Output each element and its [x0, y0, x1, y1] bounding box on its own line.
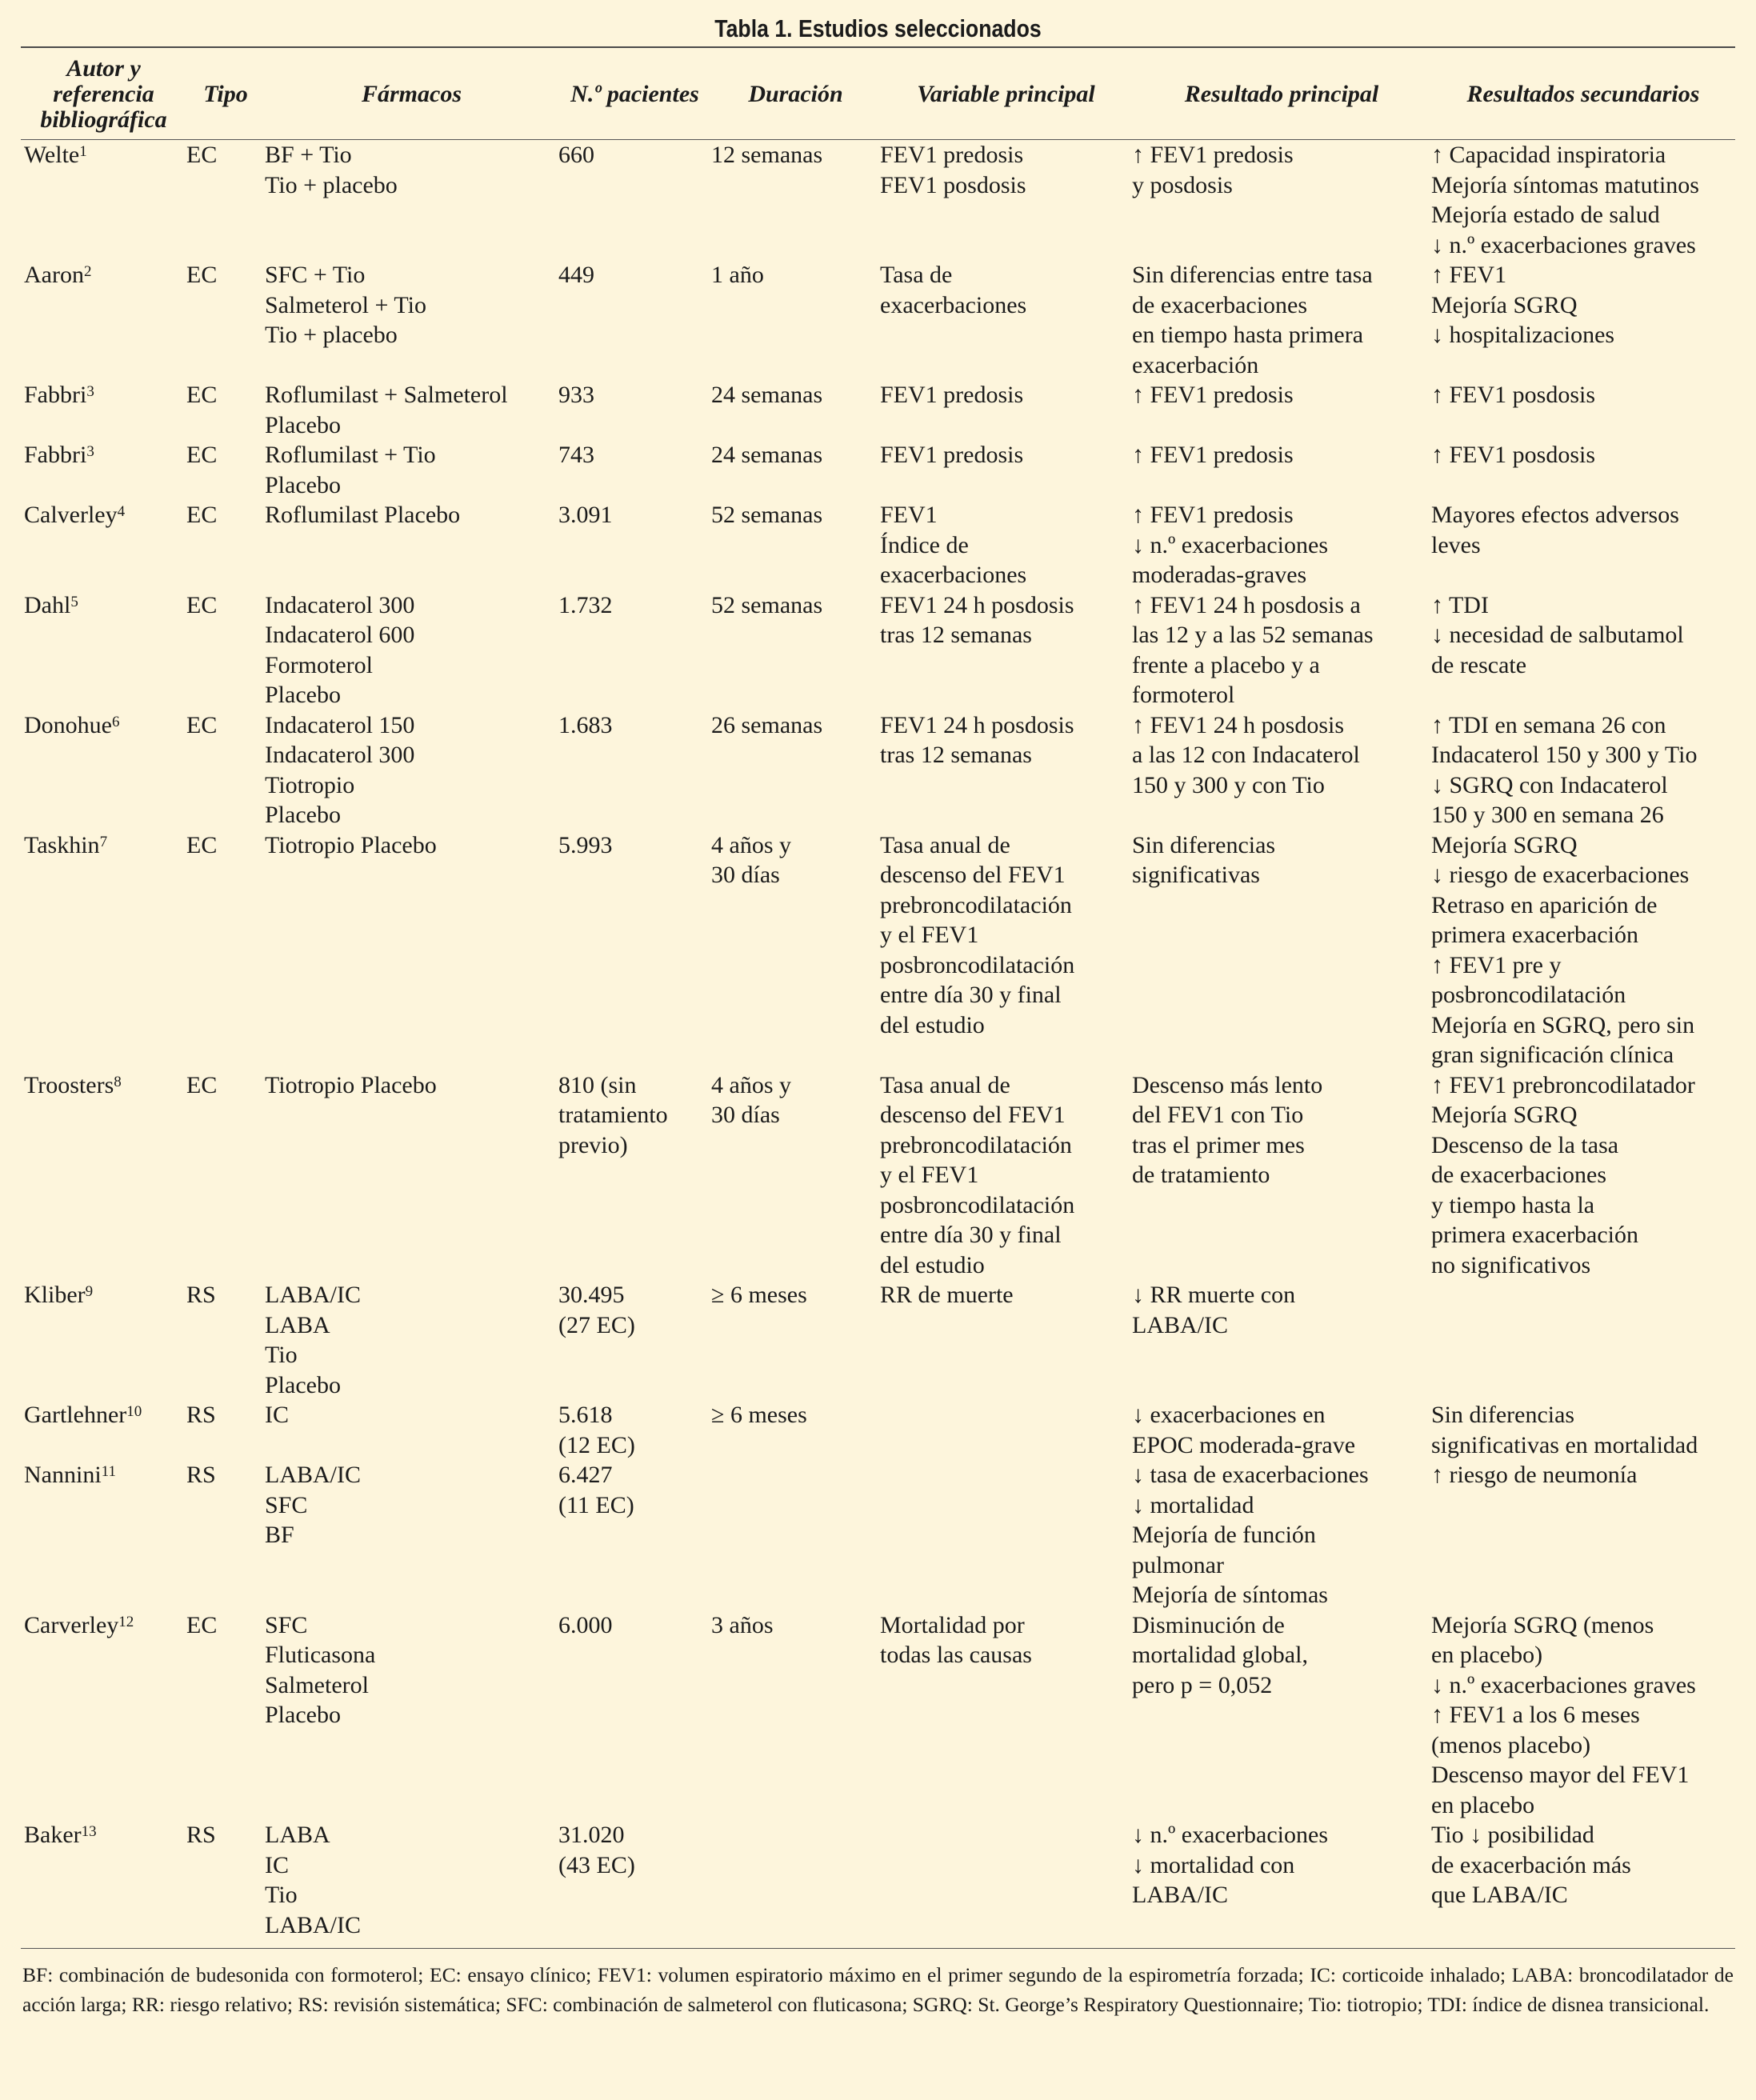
- cell-farmacos: Roflumilast Placebo: [265, 502, 461, 528]
- author-name: Fabbri: [24, 382, 87, 408]
- header-secundarios: Resultados secundarios: [1466, 81, 1700, 107]
- cell-tipo: EC: [186, 382, 218, 408]
- cell-farmacos: Roflumilast + Salmeterol Placebo: [265, 382, 508, 438]
- reference-number: 3: [86, 383, 94, 400]
- cell-autor: [21, 830, 186, 1070]
- cell-variable: FEV1 24 h posdosis tras 12 semanas: [880, 711, 1074, 768]
- header-autor: Autor y referencia bibliográfica: [40, 55, 167, 133]
- cell-variable: [880, 1460, 1132, 1610]
- author-name: Dahl: [24, 591, 71, 618]
- cell-variable: RR de muerte: [880, 1282, 1014, 1308]
- cell-tipo: EC: [186, 831, 218, 858]
- author-name: Donohue: [24, 711, 112, 738]
- cell-resultado: ↓ exacerbaciones en EPOC moderada-grave: [1132, 1402, 1356, 1458]
- cell-autor: [21, 440, 186, 500]
- cell-tipo: EC: [186, 262, 218, 288]
- cell-resultado: Descenso más lento del FEV1 con Tio tras el primer mes de tratamiento: [1132, 1071, 1323, 1188]
- footnote: BF: combinación de budesonida con formoterol; EC: ensayo clínico; FEV1: volumen espiratorio máximo en el primer segundo de la espirometría forzada; IC: corticoide inhalado; LABA: broncodilatador de acción larga; RR: riesgo relativo; RS: revisión sistemática; SFC: combinación de salmeterol con fluticasona; SGRQ: St. George’s Respiratory Questionnaire; Tio: tiotropio; TDI: índice de disnea transicional.: [22, 1963, 1734, 2016]
- cell-duracion: 24 semanas: [711, 442, 823, 468]
- cell-duracion: 24 semanas: [711, 382, 823, 408]
- cell-farmacos: SFC Fluticasona Salmeterol Placebo: [265, 1611, 376, 1728]
- cell-farmacos: Indacaterol 300 Indacaterol 600 Formoterol Placebo: [265, 591, 415, 708]
- cell-resultado: ↑ FEV1 predosis: [1132, 442, 1294, 468]
- table-row: [21, 440, 1735, 500]
- reference-number: 5: [70, 593, 78, 610]
- cell-pacientes: 5.618 (12 EC): [558, 1402, 635, 1458]
- table-row: [21, 1400, 1735, 1460]
- cell-autor: [21, 1280, 186, 1400]
- header-resultado: Resultado principal: [1184, 81, 1379, 107]
- cell-resultado: ↑ FEV1 predosis ↓ n.º exacerbaciones moderadas-graves: [1132, 502, 1329, 588]
- cell-pacientes: 3.091: [558, 502, 613, 528]
- cell-autor: [21, 590, 186, 710]
- table-row: [21, 1280, 1735, 1400]
- cell-tipo: RS: [186, 1462, 216, 1488]
- cell-duracion: 52 semanas: [711, 591, 823, 618]
- table-row: [21, 830, 1735, 1070]
- header-pacientes: N.º pacientes: [570, 81, 699, 107]
- cell-variable: FEV1 predosis: [880, 442, 1024, 468]
- header-tipo: Tipo: [203, 81, 248, 107]
- cell-secundarios: [1431, 1280, 1735, 1400]
- cell-farmacos: SFC + Tio Salmeterol + Tio Tio + placebo: [265, 262, 426, 348]
- cell-pacientes: 6.000: [558, 1611, 613, 1638]
- table-row: [21, 380, 1735, 440]
- cell-farmacos: BF + Tio Tio + placebo: [265, 142, 398, 198]
- cell-tipo: EC: [186, 711, 218, 738]
- cell-duracion: ≥ 6 meses: [711, 1402, 807, 1428]
- cell-secundarios: Mejoría SGRQ ↓ riesgo de exacerbaciones Retraso en aparición de primera exacerbación ↑ FEV1 pre y posbroncodilatación Mejoría en SGRQ, pero sin gran significación clínica: [1431, 831, 1695, 1068]
- header-farmacos: Fármacos: [361, 81, 462, 107]
- cell-pacientes: 5.993: [558, 831, 613, 858]
- table-header: [21, 48, 1735, 140]
- cell-variable: Tasa de exacerbaciones: [880, 262, 1027, 318]
- author-name: Calverley: [24, 502, 118, 528]
- cell-secundarios: Mejoría SGRQ (menos en placebo) ↓ n.º exacerbaciones graves ↑ FEV1 a los 6 meses (menos placebo) Descenso mayor del FEV1 en placebo: [1431, 1611, 1696, 1818]
- cell-pacientes: 1.732: [558, 591, 613, 618]
- cell-farmacos: Tiotropio Placebo: [265, 1071, 437, 1098]
- cell-secundarios: ↑ riesgo de neumonía: [1431, 1462, 1638, 1488]
- reference-number: 1: [79, 143, 87, 160]
- cell-secundarios: ↑ FEV1 posdosis: [1431, 382, 1596, 408]
- reference-number: 13: [81, 1823, 97, 1840]
- cell-secundarios: ↑ TDI en semana 26 con Indacaterol 150 y 300 y Tio ↓ SGRQ con Indacaterol 150 y 300 en semana 26: [1431, 711, 1698, 828]
- cell-secundarios: ↑ FEV1 prebroncodilatador Mejoría SGRQ Descenso de la tasa de exacerbaciones y tiempo hasta la primera exacerbación no significativos: [1431, 1071, 1695, 1278]
- table-row: [21, 1070, 1735, 1281]
- cell-variable: Tasa anual de descenso del FEV1 prebroncodilatación y el FEV1 posbroncodilatación entre día 30 y final del estudio: [880, 1071, 1075, 1278]
- cell-resultado: Disminución de mortalidad global, pero p = 0,052: [1132, 1611, 1308, 1698]
- table-body: [21, 140, 1735, 1940]
- reference-number: 6: [111, 713, 120, 730]
- table-title: Tabla 1. Estudios seleccionados: [714, 14, 1042, 42]
- cell-resultado: ↓ tasa de exacerbaciones ↓ mortalidad Mejoría de función pulmonar Mejoría de síntomas: [1132, 1462, 1369, 1608]
- cell-pacientes: 743: [558, 442, 594, 468]
- table-row: [21, 1820, 1735, 1940]
- cell-tipo: EC: [186, 591, 218, 618]
- author-name: Nannini: [24, 1462, 102, 1488]
- cell-resultado: ↑ FEV1 predosis y posdosis: [1132, 142, 1294, 198]
- cell-resultado: Sin diferencias entre tasa de exacerbaciones en tiempo hasta primera exacerbación: [1132, 262, 1373, 378]
- header-row: [21, 48, 1735, 139]
- cell-duracion: 12 semanas: [711, 142, 823, 168]
- cell-pacientes: 810 (sin tratamiento previo): [558, 1071, 668, 1158]
- cell-autor: [21, 1610, 186, 1821]
- cell-pacientes: 1.683: [558, 711, 613, 738]
- cell-tipo: RS: [186, 1282, 216, 1308]
- author-name: Fabbri: [24, 442, 87, 468]
- author-name: Troosters: [24, 1071, 114, 1098]
- cell-variable: FEV1 Índice de exacerbaciones: [880, 502, 1027, 588]
- cell-variable: FEV1 24 h posdosis tras 12 semanas: [880, 591, 1074, 648]
- cell-duracion: ≥ 6 meses: [711, 1282, 807, 1308]
- reference-number: 11: [101, 1463, 116, 1480]
- cell-secundarios: ↑ FEV1 Mejoría SGRQ ↓ hospitalizaciones: [1431, 262, 1615, 348]
- cell-pacientes: 6.427 (11 EC): [558, 1462, 634, 1518]
- author-name: Baker: [24, 1822, 82, 1848]
- cell-duracion: 52 semanas: [711, 502, 823, 528]
- cell-secundarios: ↑ TDI ↓ necesidad de salbutamol de rescate: [1431, 591, 1684, 678]
- cell-farmacos: LABA IC Tio LABA/IC: [265, 1822, 361, 1938]
- cell-resultado: ↑ FEV1 24 h posdosis a las 12 con Indacaterol 150 y 300 y con Tio: [1132, 711, 1360, 798]
- cell-duracion: 4 años y 30 días: [711, 1071, 791, 1128]
- cell-duracion: 4 años y 30 días: [711, 831, 791, 888]
- cell-resultado: ↓ RR muerte con LABA/IC: [1132, 1282, 1296, 1338]
- cell-tipo: EC: [186, 1071, 218, 1098]
- table-row: [21, 140, 1735, 260]
- table-row: [21, 710, 1735, 830]
- reference-number: 4: [117, 503, 126, 520]
- studies-table: [21, 48, 1735, 1940]
- cell-secundarios: Sin diferencias significativas en mortalidad: [1431, 1402, 1698, 1458]
- cell-pacientes: 31.020 (43 EC): [558, 1822, 635, 1878]
- cell-pacientes: 933: [558, 382, 594, 408]
- cell-farmacos: IC: [265, 1402, 289, 1428]
- reference-number: 3: [86, 443, 94, 460]
- cell-pacientes: 449: [558, 262, 594, 288]
- author-name: Aaron: [24, 262, 84, 288]
- cell-secundarios: Tio ↓ posibilidad de exacerbación más que LABA/IC: [1431, 1822, 1631, 1908]
- cell-duracion: [711, 1460, 880, 1610]
- cell-autor: [21, 710, 186, 830]
- cell-secundarios: Mayores efectos adversos leves: [1431, 502, 1679, 558]
- header-variable: Variable principal: [917, 81, 1095, 107]
- cell-autor: [21, 1820, 186, 1940]
- table-row: [21, 260, 1735, 380]
- cell-farmacos: LABA/IC SFC BF: [265, 1462, 361, 1548]
- cell-pacientes: 660: [558, 142, 594, 168]
- cell-autor: [21, 380, 186, 440]
- cell-tipo: EC: [186, 142, 218, 168]
- cell-tipo: EC: [186, 1611, 218, 1638]
- cell-variable: Mortalidad por todas las causas: [880, 1611, 1032, 1668]
- cell-autor: [21, 1460, 186, 1610]
- author-name: Gartlehner: [24, 1402, 127, 1428]
- cell-secundarios: ↑ FEV1 posdosis: [1431, 442, 1596, 468]
- cell-secundarios: ↑ Capacidad inspiratoria Mejoría síntomas matutinos Mejoría estado de salud ↓ n.º exacerbaciones graves: [1431, 142, 1699, 258]
- cell-tipo: EC: [186, 442, 218, 468]
- table-row: [21, 590, 1735, 710]
- reference-number: 7: [99, 833, 108, 850]
- cell-farmacos: Tiotropio Placebo: [265, 831, 437, 858]
- cell-autor: [21, 1070, 186, 1281]
- cell-resultado: ↑ FEV1 24 h posdosis a las 12 y a las 52 semanas frente a placebo y a formoterol: [1132, 591, 1374, 708]
- table-row: [21, 1610, 1735, 1821]
- cell-variable: [880, 1820, 1132, 1940]
- cell-farmacos: Roflumilast + Tio Placebo: [265, 442, 436, 498]
- cell-duracion: 26 semanas: [711, 711, 823, 738]
- cell-tipo: EC: [186, 502, 218, 528]
- author-name: Kliber: [24, 1282, 86, 1308]
- cell-farmacos: LABA/IC LABA Tio Placebo: [265, 1282, 361, 1398]
- cell-variable: FEV1 predosis: [880, 382, 1024, 408]
- reference-number: 12: [118, 1613, 134, 1630]
- cell-autor: [21, 260, 186, 380]
- cell-duracion: 3 años: [711, 1611, 774, 1638]
- reference-number: 8: [114, 1073, 122, 1090]
- reference-number: 10: [126, 1403, 142, 1420]
- table-row: [21, 1460, 1735, 1610]
- reference-number: 9: [85, 1283, 94, 1300]
- cell-duracion: [711, 1820, 880, 1940]
- cell-autor: [21, 1400, 186, 1460]
- cell-farmacos: Indacaterol 150 Indacaterol 300 Tiotropio Placebo: [265, 711, 415, 828]
- cell-pacientes: 30.495 (27 EC): [558, 1282, 635, 1338]
- author-name: Taskhin: [24, 831, 100, 858]
- cell-variable: FEV1 predosis FEV1 posdosis: [880, 142, 1026, 198]
- cell-resultado: ↑ FEV1 predosis: [1132, 382, 1294, 408]
- cell-resultado: Sin diferencias significativas: [1132, 831, 1276, 888]
- cell-autor: [21, 500, 186, 590]
- header-duracion: Duración: [748, 81, 843, 107]
- cell-resultado: ↓ n.º exacerbaciones ↓ mortalidad con LABA/IC: [1132, 1822, 1329, 1908]
- cell-variable: [880, 1400, 1132, 1460]
- author-name: Welte: [24, 142, 80, 168]
- cell-tipo: RS: [186, 1402, 216, 1428]
- cell-variable: Tasa anual de descenso del FEV1 prebroncodilatación y el FEV1 posbroncodilatación entre día 30 y final del estudio: [880, 831, 1075, 1038]
- cell-tipo: RS: [186, 1822, 216, 1848]
- author-name: Carverley: [24, 1611, 119, 1638]
- cell-duracion: 1 año: [711, 262, 764, 288]
- cell-autor: [21, 140, 186, 260]
- reference-number: 2: [83, 263, 92, 280]
- table-row: [21, 500, 1735, 590]
